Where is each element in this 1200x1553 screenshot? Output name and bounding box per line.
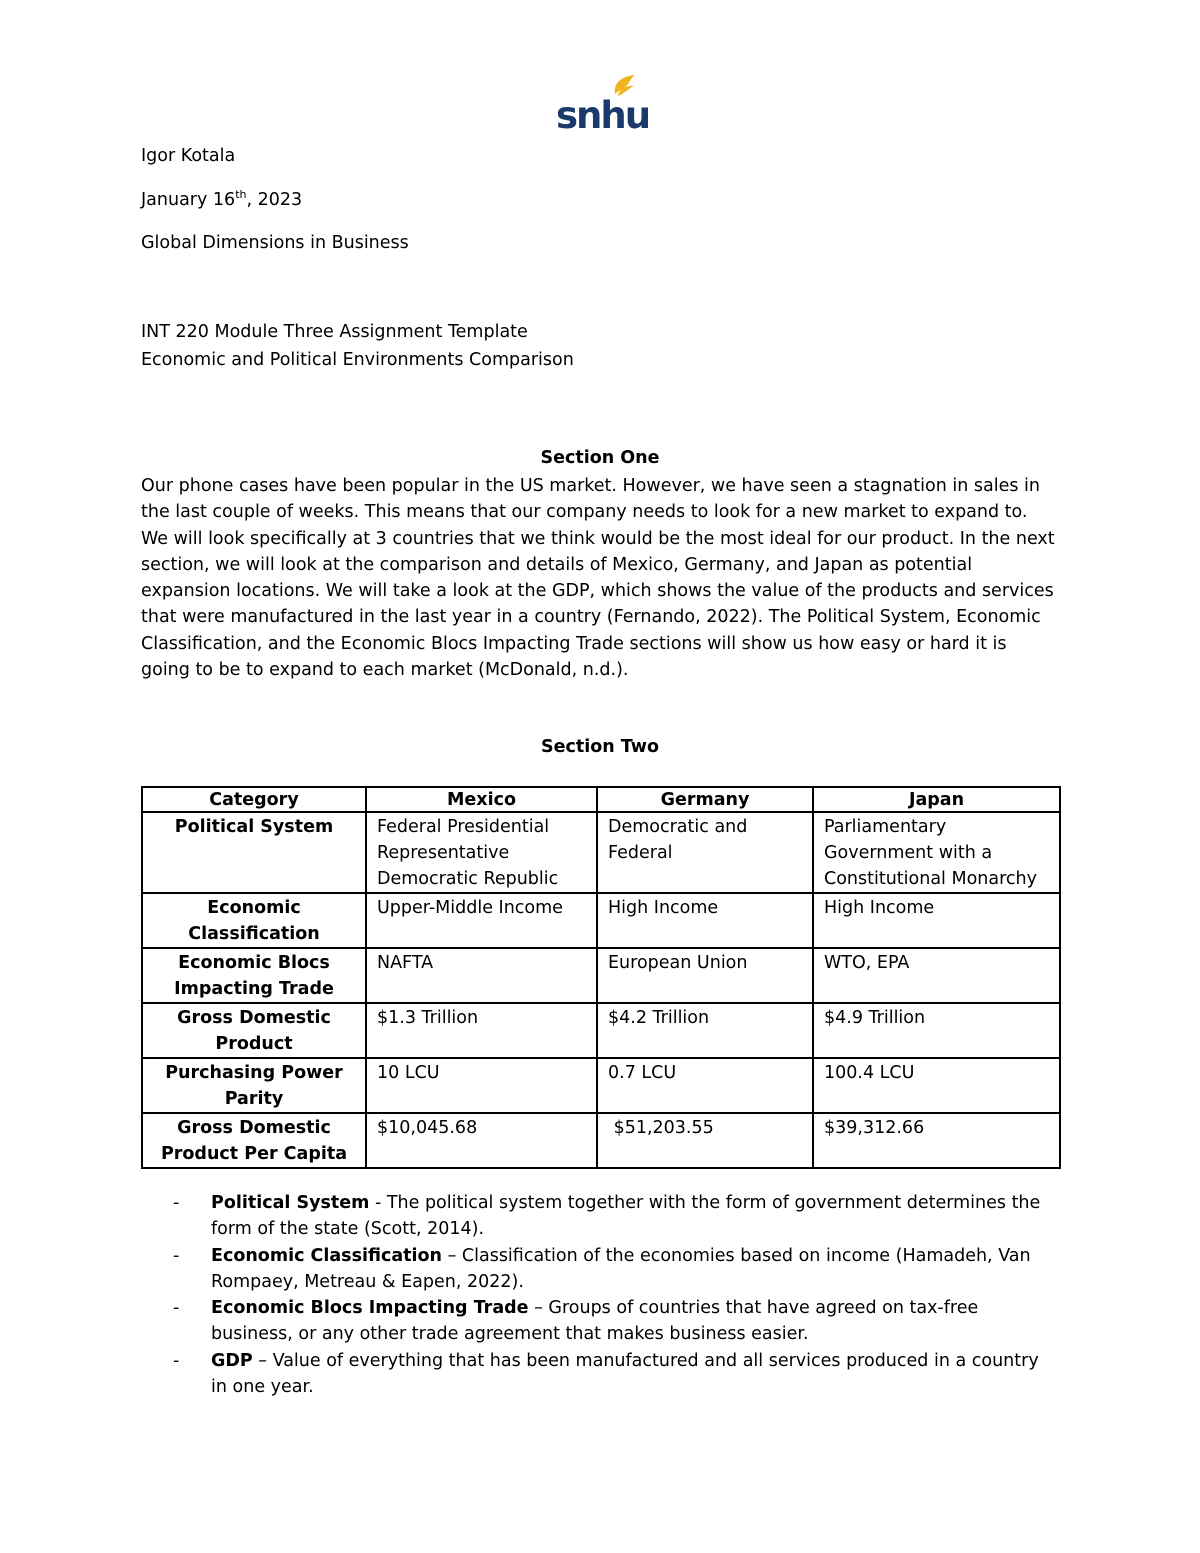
table-cell: Federal Presidential Representative Democratic Republic <box>366 812 597 893</box>
table-cell: Upper-Middle Income <box>366 893 597 948</box>
table-cell: Parliamentary Government with a Constitutional Monarchy <box>813 812 1060 893</box>
definition-text: – Value of everything that has been manufactured and all services produced in a country in one year. <box>211 1350 1039 1398</box>
table-cell-category: Economic Classification <box>142 893 366 948</box>
table-row <box>142 812 1060 893</box>
definition-text: – Groups of countries that have agreed on tax-free business, or any other trade agreement that makes business easier. <box>211 1298 979 1345</box>
table-cell-category: Purchasing Power Parity <box>142 1058 366 1113</box>
table-row <box>142 1003 1060 1058</box>
table-header: Germany <box>597 787 813 812</box>
table-cell-category: Gross Domestic Product Per Capita <box>142 1113 366 1168</box>
assignment-title: INT 220 Module Three Assignment Template <box>141 322 528 342</box>
table-cell: 100.4 LCU <box>813 1058 1060 1113</box>
list-item: - Economic Blocs Impacting Trade – Groups of countries that have agreed on tax-free business, or any other trade agreement that makes business easier. <box>173 1298 979 1345</box>
table-header-row <box>142 787 1060 812</box>
table-cell: High Income <box>813 893 1060 948</box>
definition-term: Economic Blocs Impacting Trade <box>211 1298 529 1319</box>
table-row <box>142 948 1060 1003</box>
author-name: Igor Kotala <box>141 146 236 166</box>
document-date: January 16th, 2023 <box>141 188 303 210</box>
assignment-subtitle: Economic and Political Environments Comparison <box>141 350 574 370</box>
table-cell: Democratic and Federal <box>597 812 813 893</box>
table-cell: $4.2 Trillion <box>597 1003 813 1058</box>
table-header: Japan <box>813 787 1060 812</box>
comparison-table <box>141 786 1061 1169</box>
definition-term: Economic Classification <box>211 1245 443 1266</box>
list-item: - GDP – Value of everything that has been manufactured and all services produced in a country in one year. <box>173 1350 1039 1398</box>
course-name: Global Dimensions in Business <box>141 233 409 253</box>
table-cell: $10,045.68 <box>366 1113 597 1168</box>
definition-term: Political System <box>211 1193 370 1213</box>
table-cell: 0.7 LCU <box>597 1058 813 1113</box>
table-row <box>142 1058 1060 1113</box>
section-one-body: Our phone cases have been popular in the US market. However, we have seen a stagnation in sales in the last couple of weeks. This means that our company needs to look for a new market to expand to. We will look specifically at 3 countries that we think would be the most ideal for our product. In the next section, we will look at the comparison and details of Mexico, Germany, and Japan as potential expansion locations. We will take a look at the GDP, which shows the value of the products and services that were manufactured in the last year in a country (Fernando, 2022). The Political System, Economic Classification, and the Economic Blocs Impacting Trade sections will show us how easy or hard it is going to be to expand to each market (McDonald, n.d.). <box>141 476 1055 681</box>
table-cell: $51,203.55 <box>597 1113 813 1168</box>
snhu-logo <box>555 72 650 137</box>
table-cell-category: Gross Domestic Product <box>142 1003 366 1058</box>
definitions-list <box>173 1190 1053 1400</box>
logo-wordmark: snhu <box>556 94 650 137</box>
definition-term: GDP <box>211 1350 253 1371</box>
table-row <box>142 1113 1060 1168</box>
section-two-heading: Section Two <box>541 737 659 757</box>
table-cell: NAFTA <box>366 948 597 1003</box>
table-cell: $39,312.66 <box>813 1113 1060 1168</box>
table-cell: WTO, EPA <box>813 948 1060 1003</box>
table-cell: $1.3 Trillion <box>366 1003 597 1058</box>
list-item: - Political System - The political system together with the form of government determines the form of the state (Scott, 2014). <box>173 1193 1041 1240</box>
list-item: - Economic Classification – Classification of the economies based on income (Hamadeh, Van Rompaey, Metreau & Eapen, 2022). <box>173 1245 1031 1292</box>
table-cell: High Income <box>597 893 813 948</box>
definition-text: – Classification of the economies based on income (Hamadeh, Van Rompaey, Metreau & Eapen, 2022). <box>211 1245 1031 1292</box>
table-cell: $4.9 Trillion <box>813 1003 1060 1058</box>
definition-text: - The political system together with the form of government determines the form of the state (Scott, 2014). <box>211 1193 1041 1240</box>
table-header: Mexico <box>366 787 597 812</box>
table-cell-category: Economic Blocs Impacting Trade <box>142 948 366 1003</box>
table-cell: European Union <box>597 948 813 1003</box>
table-cell: 10 LCU <box>366 1058 597 1113</box>
table-row <box>142 893 1060 948</box>
table-cell-category: Political System <box>142 812 366 893</box>
section-one-heading: Section One <box>540 448 660 468</box>
table-header: Category <box>142 787 366 812</box>
